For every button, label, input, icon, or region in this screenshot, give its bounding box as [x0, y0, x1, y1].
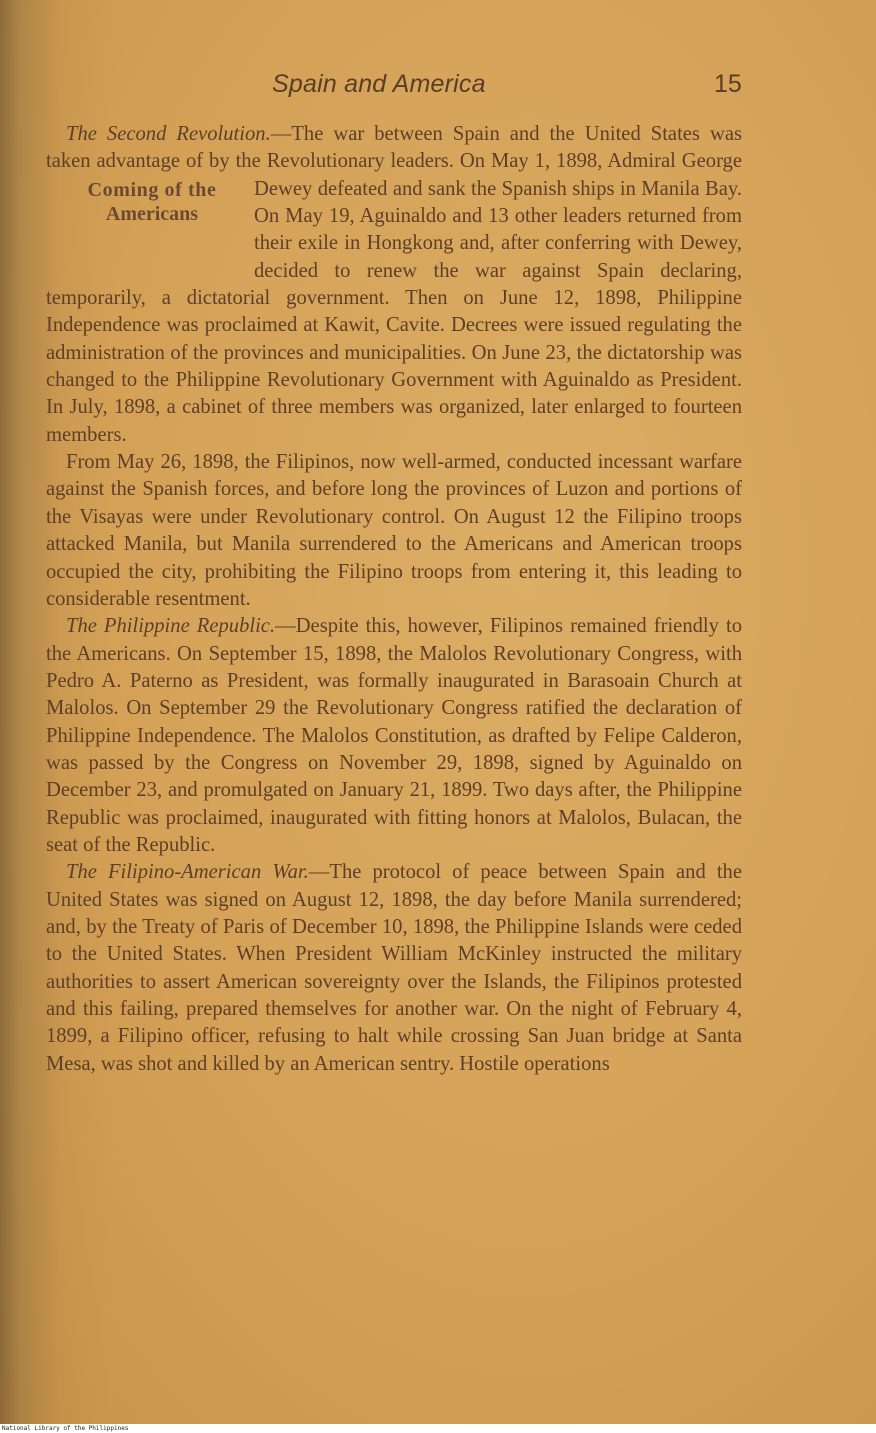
paragraph-lead: The Filipino-American War. [66, 861, 309, 884]
running-title: Spain and America [272, 70, 486, 98]
paragraph-warfare [46, 449, 742, 613]
paragraph-second-revolution [46, 121, 742, 449]
paragraph-text: —Despite this, however, Filipinos remained friendly to the Americans. On September 15, 1898, the Malolos Revolutionary Congress, with Pedro A. Paterno as President, was formally inaugurated in Barasoain Church at Malolos. On September 29 the Revolutionary Congress ratified the declaration of Philippine Independence. The Malolos Constitution, as drafted by Felipe Calderon, was passed by the Congress on November 29, 1898, signed by Aguinaldo on December 23, and promulgated on January 21, 1899. Two days after, the Philippine Republic was proclaimed, inaugurated with fitting honors at Malolos, Bulacan, the seat of the Republic. [46, 615, 742, 856]
sidenote-line1: Coming of the [87, 178, 217, 201]
footer-credit: National Library of the Philippines [2, 1425, 129, 1432]
footer-strip [0, 1424, 876, 1433]
paragraph-text: —The protocol of peace between Spain and the United States was signed on August 12, 1898, the day before Manila surrendered; and, by the Treaty of Paris of December 10, 1898, the Philippine Islands were ceded to the United States. When President William McKinley instructed the military authorities to assert American sovereignty over the Islands, the Filipinos protested and this failing, prepared themselves for another war. On the night of February 4, 1899, a Filipino officer, refusing to halt while crossing San Juan bridge at Santa Mesa, was shot and killed by an American sentry. Hostile operations [46, 861, 742, 1075]
paragraph-text: —The war between Spain and the United States was taken advantage of by the Revolutionary leaders. On May 1, 1898, Admiral George Dewey defeated and sank the Spanish [46, 123, 742, 200]
body-text [46, 121, 742, 1078]
page-header [0, 70, 876, 104]
paragraph-lead: The Second Revolution. [66, 123, 271, 145]
sidenote-line2: Americans [105, 202, 199, 225]
paragraph-text: From May 26, 1898, the Filipinos, now well-armed, conducted incessant warfare against the Spanish forces, and before long the provinces of Luzon and portions of the Visayas were under Revolutionary control. On August 12 the Filipino troops attacked Manila, but Manila surrendered to the Americans and American troops occupied the city, prohibiting the Filipino troops from entering it, this leading to considerable resentment. [46, 451, 742, 610]
paragraph-lead: The Philippine Republic. [66, 615, 276, 638]
page-number: 15 [714, 70, 742, 98]
paragraph-text-continued: ships in Manila Bay. On May 19, Aguinaldo and 13 other leaders returned from their exile in Hongkong and, after conferring with Dewey, decided to renew the war against Spain declaring, temporarily, a dictatorial government. Then on June 12, 1898, Philippine Independence was proclaimed at Kawit, Cavite. Decrees were issued regulating the administration of the provinces and municipalities. On June 23, the dictatorship was changed to the Philippine Revolutionary Government with Aguinaldo as President. In July, 1898, a cabinet of three members was organized, later enlarged to fourteen members. [46, 177, 742, 446]
paragraph-philippine-republic [46, 613, 742, 859]
paragraph-filipino-american-war [46, 859, 742, 1078]
margin-sidenote [44, 176, 240, 260]
